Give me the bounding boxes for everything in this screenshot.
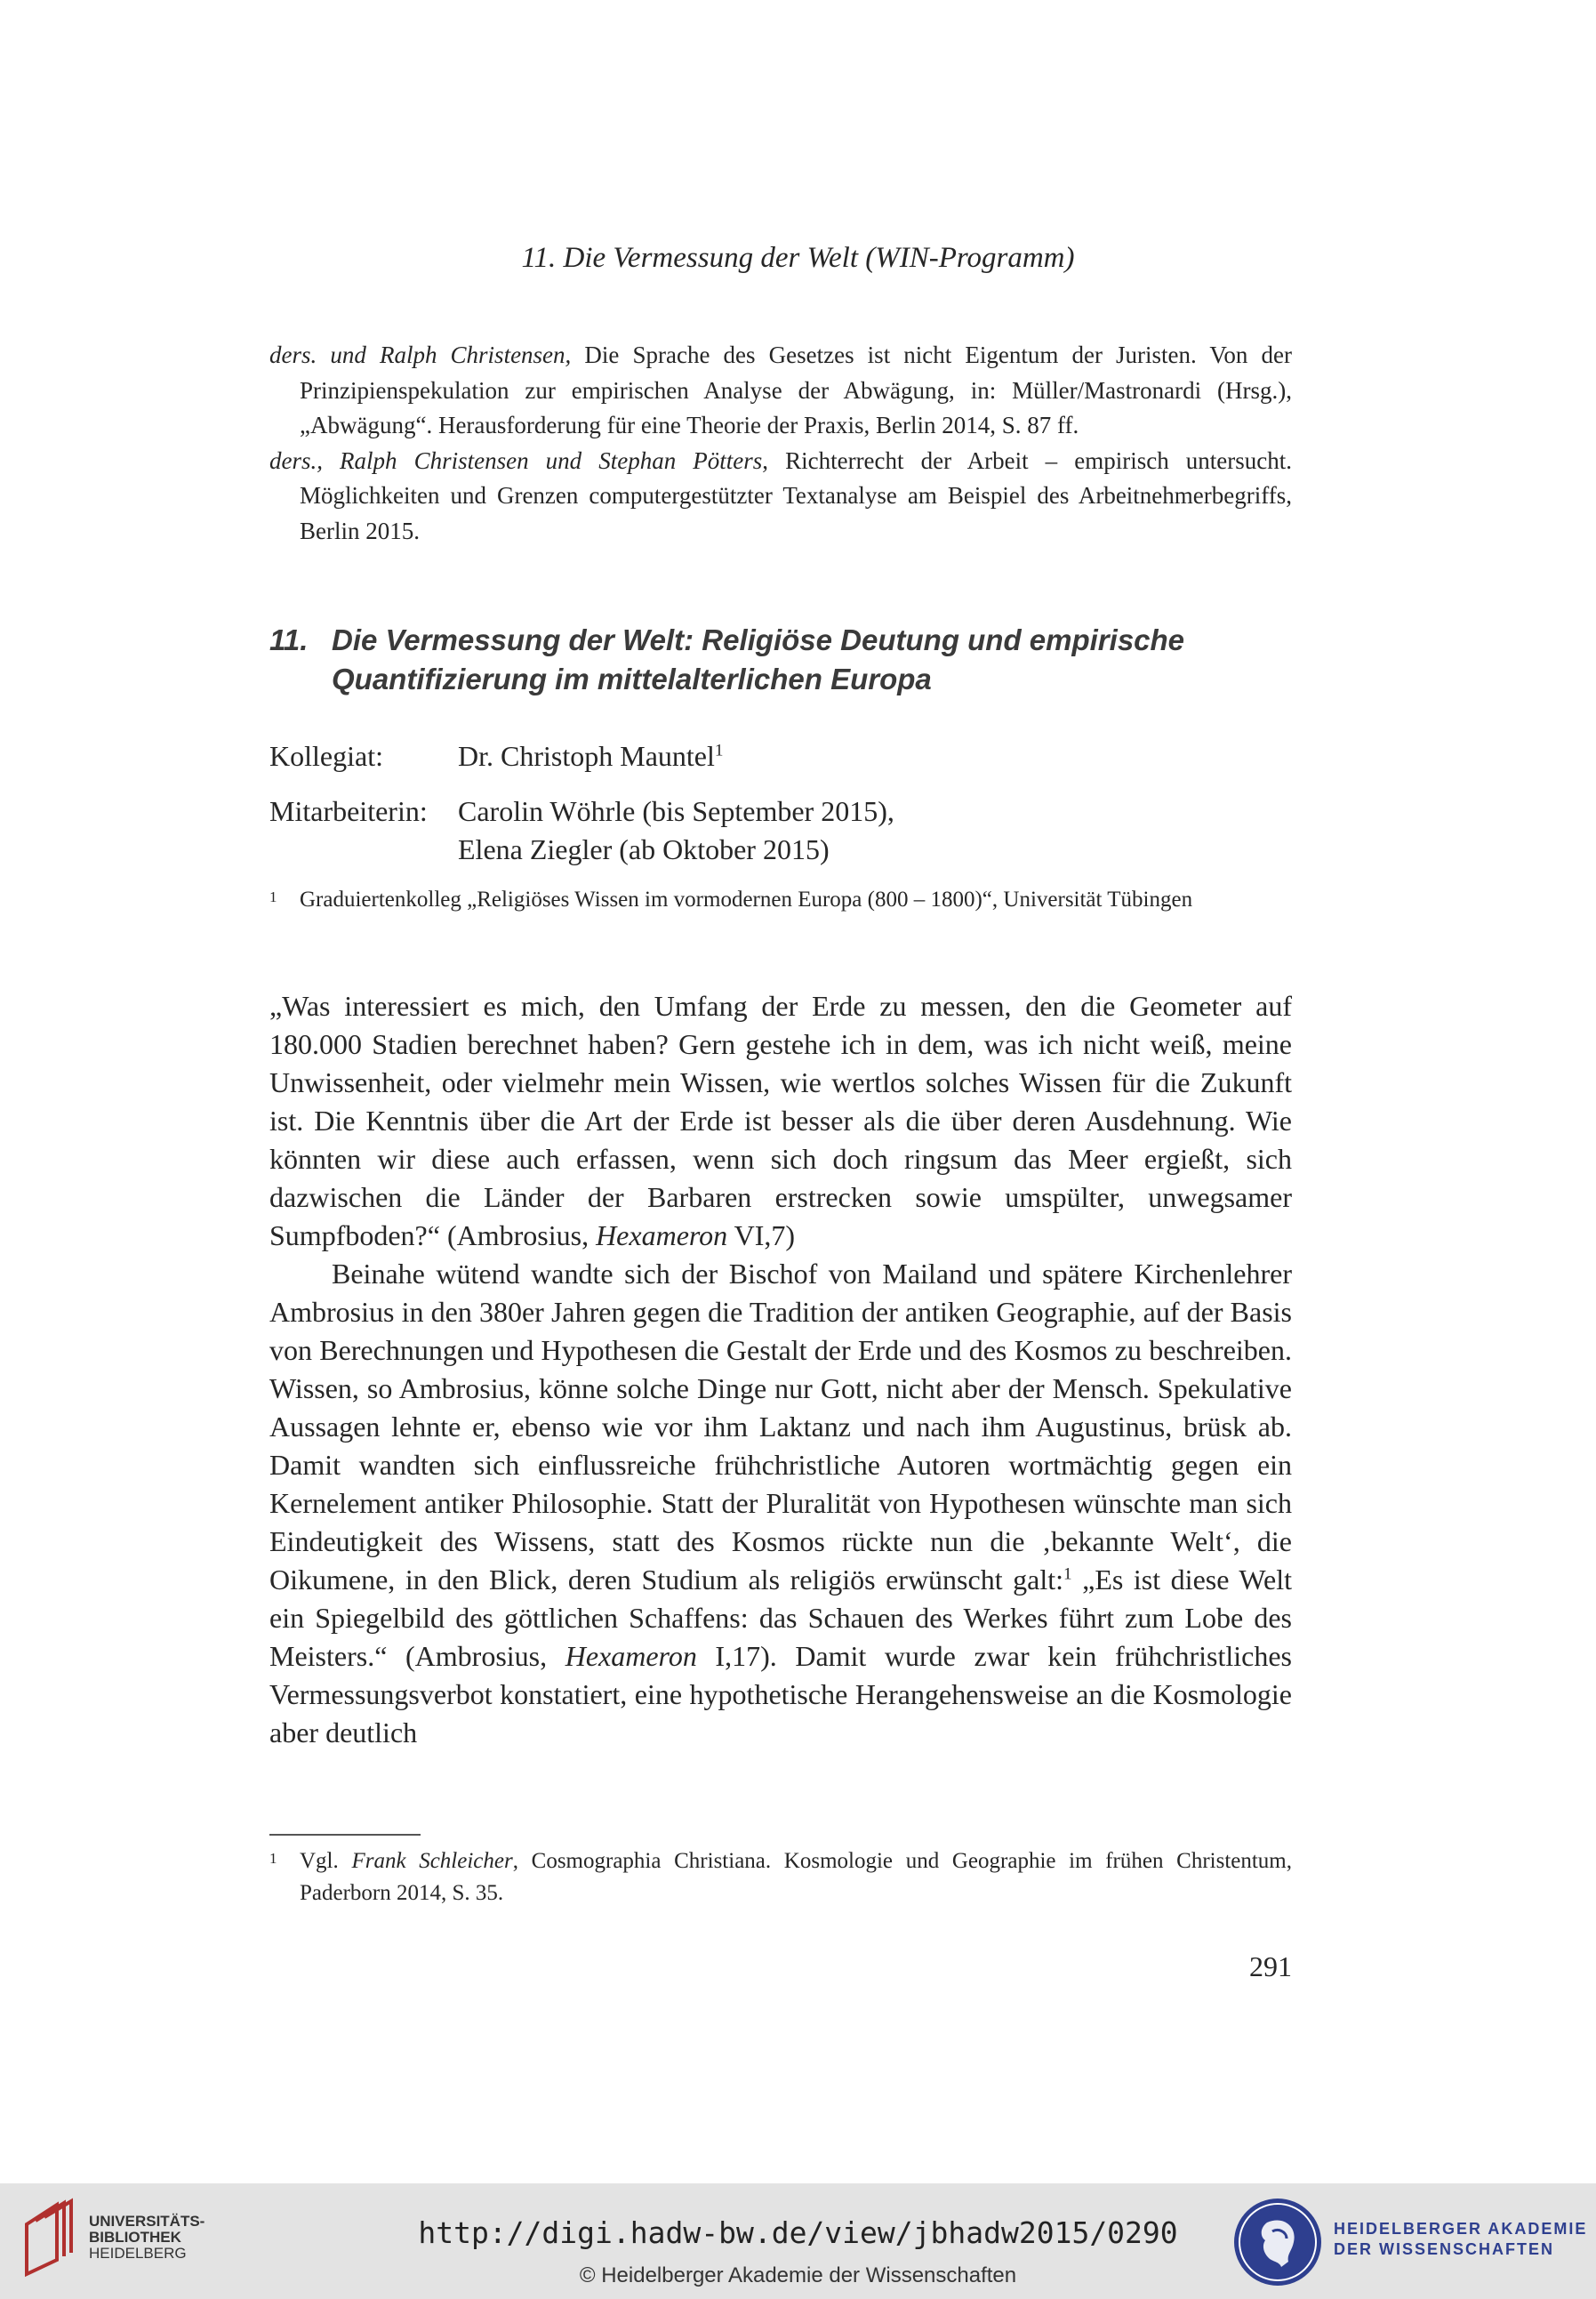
kollegiat-label: Kollegiat: bbox=[269, 740, 383, 772]
footnote-text: Vgl. Frank Schleicher, Cosmographia Christiana. Kosmologie und Geographie im frühen Christentum, Paderborn 2014, S. 35. bbox=[300, 1849, 1293, 1905]
footer-bar bbox=[0, 2183, 1596, 2299]
footnote-ref: 1 bbox=[714, 741, 724, 760]
bibliography-entry bbox=[269, 444, 1292, 550]
section-heading bbox=[269, 621, 1336, 699]
bibliography-authors: ders., Ralph Christensen und Stephan Pötters bbox=[269, 446, 763, 474]
bibliography-text: , Richterrecht der Arbeit – empirisch untersucht. Möglichkeiten und Grenzen computergestützter Textanalyse am Beispiel des Arbeitnehmerbegriffs, Berlin 2015. bbox=[300, 446, 1292, 544]
university-library-name: UNIVERSITÄTS- BIBLIOTHEK HEIDELBERG bbox=[89, 2213, 205, 2262]
body-paragraph: Beinahe wütend wandte sich der Bischof von Mailand und spätere Kirchenlehrer Ambrosius in den 380er Jahren gegen die Tradition der antiken Geographie, auf der Basis von Berechnungen und Hypothesen die Gestalt der Erde und des Kosmos zu beschreiben. Wissen, so Ambrosius, könne solche Dinge nur Gott, nicht aber der Mensch. Spekulative Aussagen lehnte er, ebenso wie vor ihm Laktanz und nach ihm Augustinus, brüsk ab. Damit wandten sich einflussreiche frühchristliche Autoren wortmächtig gegen ein Kernelement antiker Philosophie. Statt der Pluralität von Hypothesen wünschte man sich Eindeutigkeit des Wissens, statt des Kosmos rückte nun die ‚bekannte Welt‘, die Oikumene, in den Blick, deren Studium als religiös erwünscht galt:$^1$ „Es ist diese Welt ein Spiegelbild des göttlichen Schaffens: das Schauen des Werkes führt zum Lobe des Meisters.“ (Ambrosius, Hexameron I,17). Damit wurde zwar kein frühchristliches Vermessungsverbot konstatiert, eine hypothetische Herangehensweise an die Kosmologie aber deutlich bbox=[269, 1258, 1293, 1748]
section-title: Die Vermessung der Welt: Religiöse Deutung und empirische Quantifizierung im mittelalterlichen Europa bbox=[332, 623, 1185, 695]
footnote-mark: 1 bbox=[269, 1850, 277, 1867]
page-footnote bbox=[269, 1845, 1292, 1909]
footnote-mark: 1 bbox=[269, 888, 277, 905]
running-head: 11. Die Vermessung der Welt (WIN-Programm) bbox=[521, 242, 1075, 274]
academy-seal-icon[interactable] bbox=[1231, 2196, 1324, 2288]
page-number: 291 bbox=[1249, 1950, 1292, 1982]
footnote-rule bbox=[269, 1834, 421, 1836]
footnote-ref: 1 bbox=[1063, 1564, 1072, 1584]
quote-paragraph: „Was interessiert es mich, den Umfang der Erde zu messen, den die Geometer auf 180.000 Stadien berechnet haben? Gern gestehe ich in dem, was ich nicht weiß, meine Unwissenheit, oder vielmehr mein Wissen, wie wertlos solches Wissen für die Zukunft ist. Die Kenntnis über die Art der Erde ist besser als die über deren Ausdehnung. Wie könnten wir diese auch erfassen, wenn sich doch ringsum das Meer ergießt, sich dazwischen die Länder der Barbaren erstrecken sowie umspülter, unwegsamer Sumpfboden?“ (Ambrosius, Hexameron VI,7) bbox=[269, 990, 1292, 1251]
bibliography-authors: ders. und Ralph Christensen, bbox=[269, 342, 572, 368]
section-number: 11. bbox=[269, 623, 309, 656]
body-text bbox=[269, 987, 1292, 1752]
academy-name: HEIDELBERGER AKADEMIE DER WISSENSCHAFTEN bbox=[1334, 2220, 1588, 2258]
mitarbeiterin-name: Elena Ziegler (ab Oktober 2015) bbox=[458, 833, 830, 865]
footnote-text: Graduiertenkolleg „Religiöses Wissen im vormodernen Europa (800 – 1800)“, Universität Tübingen bbox=[300, 888, 1193, 912]
bibliography-text: Die Sprache des Gesetzes ist nicht Eigentum der Juristen. Von der Prinzipienspekulation zur empirischen Analyse der Abwägung, in: Müller/Mastronardi (Hrsg.), „Abwägung“. Herausforderung für eine Theorie der Praxis, Berlin 2014, S. 87 ff. bbox=[300, 342, 1292, 438]
mitarbeiterin-label: Mitarbeiterin: bbox=[269, 795, 428, 827]
footer-copyright: © Heidelberger Akademie der Wissenschaften bbox=[579, 2263, 1017, 2287]
footnote-author: Frank Schleicher bbox=[351, 1849, 513, 1873]
work-title: Hexameron bbox=[596, 1219, 728, 1251]
affiliation-footnote bbox=[269, 884, 1292, 916]
kollegiat-name: Dr. Christoph Mauntel$^1$ bbox=[458, 740, 724, 772]
footer-url-link[interactable]: http://digi.hadw-bw.de/view/jbhadw2015/0290 bbox=[418, 2215, 1178, 2250]
mitarbeiterin-name: Carolin Wöhrle (bis September 2015), bbox=[458, 795, 894, 827]
work-title: Hexameron bbox=[565, 1640, 697, 1672]
bibliography-list bbox=[269, 338, 1292, 549]
bibliography-entry bbox=[269, 338, 1292, 444]
